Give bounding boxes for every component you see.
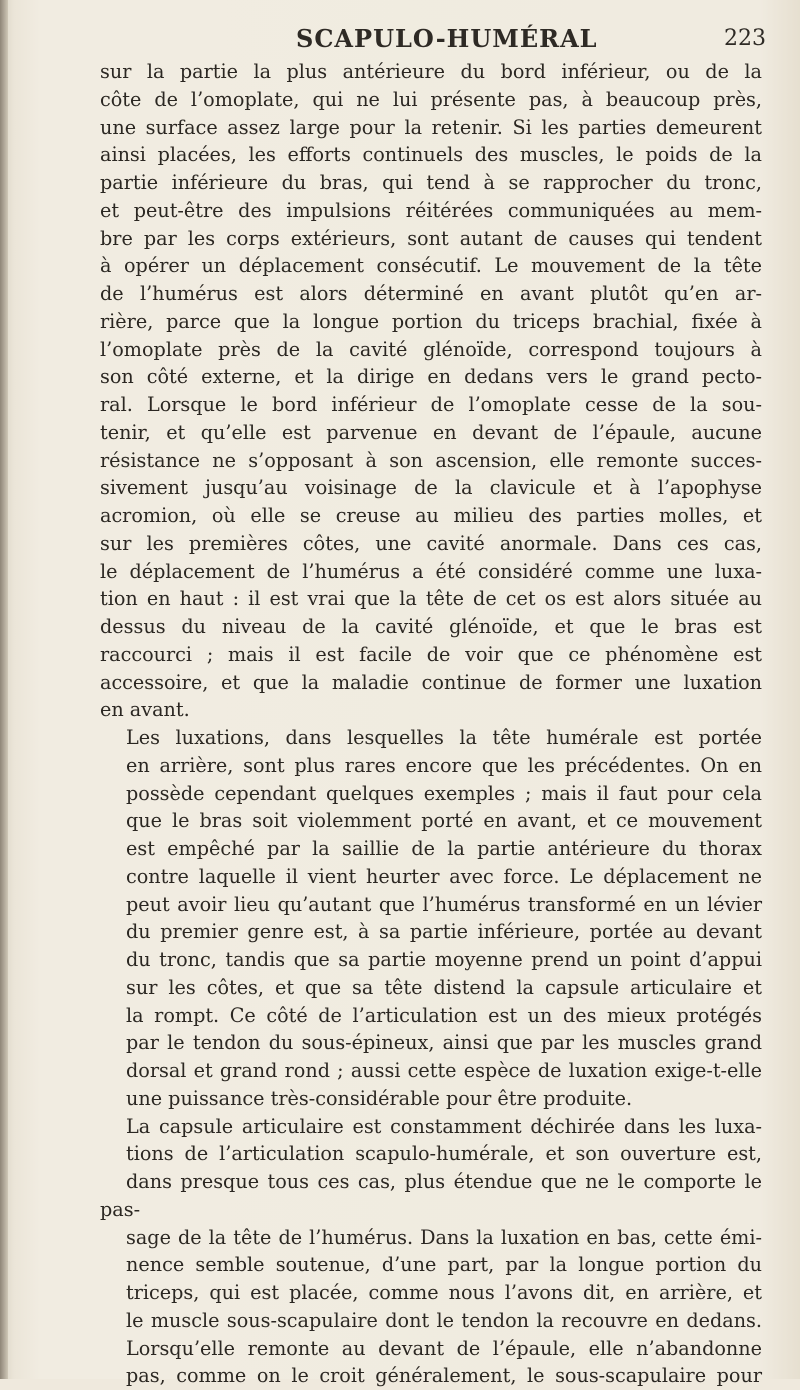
text-line: rière, parce que la longue portion du triceps brachial, fixée à bbox=[100, 308, 762, 336]
text-line: tions de l’articulation scapulo-humérale, et son ouverture est, bbox=[100, 1140, 762, 1168]
text-line: dessus du niveau de la cavité glénoïde, et que le bras est bbox=[100, 613, 762, 641]
text-line: le muscle sous-scapulaire dont le tendon la recouvre en dedans. bbox=[100, 1307, 762, 1335]
text-line: raccourci ; mais il est facile de voir que ce phénomène est bbox=[100, 641, 762, 669]
text-line: que le bras soit violemment porté en avant, et ce mouvement bbox=[100, 807, 762, 835]
text-line: à opérer un déplacement consécutif. Le mouvement de la tête bbox=[100, 252, 762, 280]
text-line: par le tendon du sous-épineux, ainsi que par les muscles grand bbox=[100, 1029, 762, 1057]
text-line: acromion, où elle se creuse au milieu des parties molles, et bbox=[100, 502, 762, 530]
text-line: sur les premières côtes, une cavité anormale. Dans ces cas, bbox=[100, 530, 762, 558]
text-line: son côté externe, et la dirige en dedans vers le grand pecto- bbox=[100, 363, 762, 391]
text-line: tenir, et qu’elle est parvenue en devant de l’épaule, aucune bbox=[100, 419, 762, 447]
text-line: contre laquelle il vient heurter avec force. Le déplacement ne bbox=[100, 863, 762, 891]
text-line: peut avoir lieu qu’autant que l’humérus transformé en un lévier bbox=[100, 891, 762, 919]
paragraph bbox=[100, 1113, 762, 1390]
text-line: sage de la tête de l’humérus. Dans la luxation en bas, cette émi- bbox=[100, 1224, 762, 1252]
text-line: nence semble soutenue, d’une part, par la longue portion du bbox=[100, 1251, 762, 1279]
page-number: 223 bbox=[724, 26, 766, 51]
paragraph bbox=[100, 58, 762, 724]
text-line: sivement jusqu’au voisinage de la clavicule et à l’apophyse bbox=[100, 474, 762, 502]
text-line: sur les côtes, et que sa tête distend la capsule articulaire et bbox=[100, 974, 762, 1002]
text-line: triceps, qui est placée, comme nous l’avons dit, en arrière, et bbox=[100, 1279, 762, 1307]
text-line: du tronc, tandis que sa partie moyenne prend un point d’appui bbox=[100, 946, 762, 974]
text-line: et peut-être des impulsions réitérées communiquées au mem- bbox=[100, 197, 762, 225]
text-line: La capsule articulaire est constamment déchirée dans les luxa- bbox=[100, 1113, 762, 1141]
body-text bbox=[100, 58, 762, 1390]
text-line: accessoire, et que la maladie continue de former une luxation bbox=[100, 669, 762, 697]
text-line: le déplacement de l’humérus a été considéré comme une luxa- bbox=[100, 558, 762, 586]
running-title: SCAPULO-HUMÉRAL bbox=[296, 24, 598, 53]
text-line: partie inférieure du bras, qui tend à se rapprocher du tronc, bbox=[100, 169, 762, 197]
text-line: sur la partie la plus antérieure du bord inférieur, ou de la bbox=[100, 58, 762, 86]
text-line: ainsi placées, les efforts continuels des muscles, le poids de la bbox=[100, 141, 762, 169]
text-line: en arrière, sont plus rares encore que les précédentes. On en bbox=[100, 752, 762, 780]
text-line: Lorsqu’elle remonte au devant de l’épaule, elle n’abandonne bbox=[100, 1335, 762, 1363]
text-line: possède cependant quelques exemples ; mais il faut pour cela bbox=[100, 780, 762, 808]
text-line: Les luxations, dans lesquelles la tête humérale est portée bbox=[100, 724, 762, 752]
text-line: côte de l’omoplate, qui ne lui présente pas, à beaucoup près, bbox=[100, 86, 762, 114]
page-gutter-shadow bbox=[0, 0, 8, 1379]
text-line: l’omoplate près de la cavité glénoïde, correspond toujours à bbox=[100, 336, 762, 364]
page-header bbox=[0, 18, 800, 58]
text-line: du premier genre est, à sa partie inférieure, portée au devant bbox=[100, 918, 762, 946]
text-line: dans presque tous ces cas, plus étendue que ne le comporte le pas- bbox=[100, 1168, 762, 1224]
text-line: une surface assez large pour la retenir. Si les parties demeurent bbox=[100, 114, 762, 142]
text-line: tion en haut : il est vrai que la tête de cet os est alors située au bbox=[100, 585, 762, 613]
text-line: bre par les corps extérieurs, sont autant de causes qui tendent bbox=[100, 225, 762, 253]
text-line: la rompt. Ce côté de l’articulation est un des mieux protégés bbox=[100, 1002, 762, 1030]
text-line: pas, comme on le croit généralement, le sous-scapulaire pour bbox=[100, 1362, 762, 1390]
text-line: résistance ne s’opposant à son ascension, elle remonte succes- bbox=[100, 447, 762, 475]
text-line: en avant. bbox=[100, 696, 762, 724]
text-line: est empêché par la saillie de la partie antérieure du thorax bbox=[100, 835, 762, 863]
text-line: une puissance très-considérable pour être produite. bbox=[100, 1085, 762, 1113]
text-line: de l’humérus est alors déterminé en avant plutôt qu’en ar- bbox=[100, 280, 762, 308]
paragraph bbox=[100, 724, 762, 1113]
text-line: ral. Lorsque le bord inférieur de l’omoplate cesse de la sou- bbox=[100, 391, 762, 419]
text-line: dorsal et grand rond ; aussi cette espèce de luxation exige-t-elle bbox=[100, 1057, 762, 1085]
